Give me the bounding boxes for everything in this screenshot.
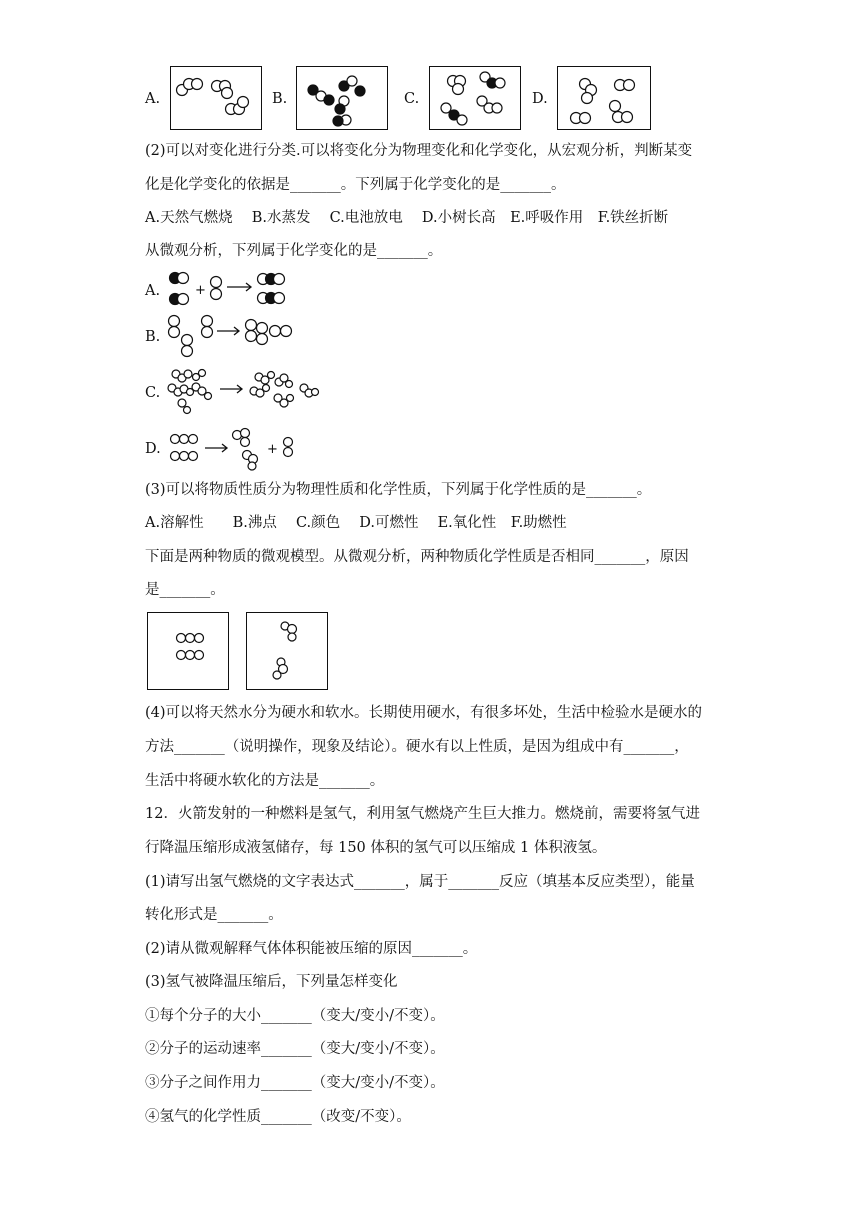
q3-model-1-molecules — [148, 613, 230, 691]
q1-model-d-molecules — [558, 67, 652, 131]
q2-options: A.天然气燃烧 B.水蒸发 C.电池放电 D.小树长高 E.呼吸作用 F.铁丝折断 — [145, 210, 669, 226]
q2-text-line-2: 化是化学变化的依据是_______。下列属于化学变化的是_______。 — [145, 177, 566, 193]
q2-reaction-a-diagram — [165, 270, 305, 310]
q2-reaction-d-plus: + — [267, 442, 278, 457]
q12-part3: (3)氢气被降温压缩后，下列量怎样变化 — [145, 974, 398, 990]
q1-model-b-molecules — [297, 67, 389, 131]
q3-text-line-2: 下面是两种物质的微观模型。从微观分析，两种物质化学性质是否相同_______，原因 — [145, 549, 689, 565]
q12-stem-line-2: 行降温压缩形成液氢储存，每 150 体积的氢气可以压缩成 1 体积液氢。 — [145, 840, 607, 856]
q2-reaction-c-label: C. — [145, 385, 161, 401]
q3-model-2-box — [246, 612, 328, 690]
q2-reaction-d-diagram — [165, 425, 305, 471]
q3-model-2-molecules — [247, 613, 329, 691]
q1-option-a-label: A. — [145, 91, 161, 107]
q4-text-line-1: (4)可以将天然水分为硬水和软水。长期使用硬水，有很多坏处，生活中检验水是硬水的 — [145, 705, 703, 721]
q1-option-c-label: C. — [404, 91, 420, 107]
q2-reaction-b-label: B. — [145, 329, 161, 345]
q1-model-c-box — [429, 66, 521, 130]
q3-text-line-1: (3)可以将物质性质分为物理性质和化学性质，下列属于化学性质的是_______。 — [145, 482, 652, 498]
q2-reaction-b-diagram — [165, 312, 305, 358]
q1-option-b-label: B. — [272, 91, 288, 107]
q12-part3-item-1: ①每个分子的大小_______（变大/变小/不变）。 — [145, 1008, 445, 1024]
q4-text-line-2: 方法_______（说明操作，现象及结论）。硬水有以上性质，是因为组成中有_______， — [145, 739, 689, 755]
q2-reaction-a-plus: + — [195, 283, 206, 298]
q12-part1-line-1: (1)请写出氢气燃烧的文字表达式_______，属于_______反应（填基本反应类型），能量 — [145, 874, 695, 890]
q2-reaction-c-diagram — [162, 366, 322, 416]
q1-model-a-box — [170, 66, 262, 130]
q12-part3-item-2: ②分子的运动速率_______（变大/变小/不变）。 — [145, 1041, 445, 1057]
q12-part3-item-4: ④氢气的化学性质_______（改变/不变）。 — [145, 1109, 411, 1125]
q4-text-line-3: 生活中将硬水软化的方法是_______。 — [145, 773, 385, 789]
q1-model-b-box — [296, 66, 388, 130]
q1-model-d-box — [557, 66, 651, 130]
q2-micro-prompt: 从微观分析，下列属于化学变化的是_______。 — [145, 243, 443, 259]
q3-model-1-box — [147, 612, 229, 690]
q12-part3-item-3: ③分子之间作用力_______（变大/变小/不变）。 — [145, 1075, 445, 1091]
q1-model-c-molecules — [430, 67, 522, 131]
q12-stem-line-1: 12．火箭发射的一种燃料是氢气，利用氢气燃烧产生巨大推力。燃烧前，需要将氢气进 — [145, 806, 700, 822]
q2-reaction-d-label: D. — [145, 441, 161, 457]
q3-text-line-3: 是_______。 — [145, 582, 225, 598]
q3-options: A.溶解性 B.沸点 C.颜色 D.可燃性 E.氧化性 F.助燃性 — [145, 515, 567, 531]
q2-reaction-a-label: A. — [145, 283, 161, 299]
q12-part1-line-2: 转化形式是_______。 — [145, 907, 283, 923]
q2-text-line-1: (2)可以对变化进行分类.可以将变化分为物理变化和化学变化，从宏观分析，判断某变 — [145, 143, 693, 159]
q1-option-d-label: D. — [532, 91, 548, 107]
q12-part2: (2)请从微观解释气体体积能被压缩的原因_______。 — [145, 941, 478, 957]
q1-model-a-molecules — [171, 67, 263, 131]
